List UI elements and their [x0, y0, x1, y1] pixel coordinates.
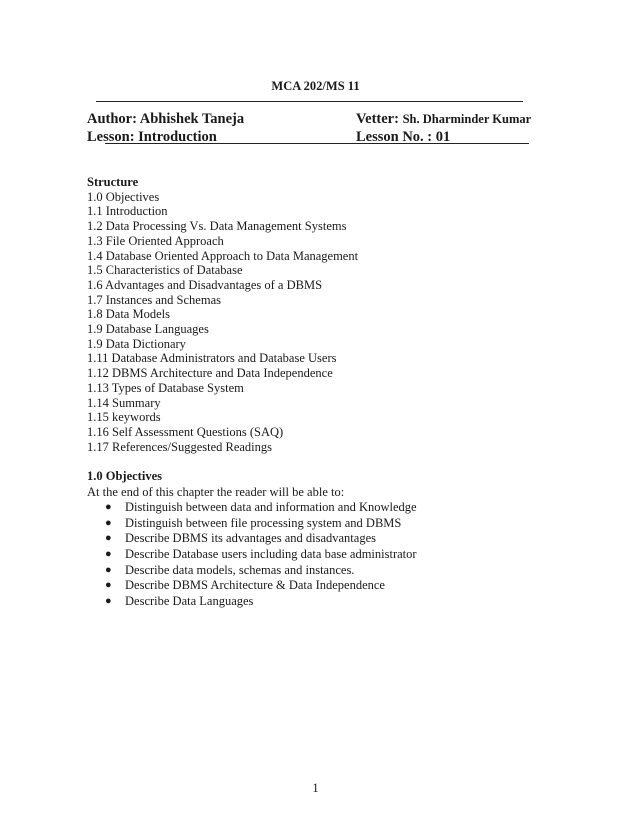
objective-text: Distinguish between data and information and Knowledge — [125, 500, 417, 515]
toc-item: 1.9 Data Dictionary — [87, 336, 186, 351]
bullet-icon: ● — [105, 563, 112, 576]
toc-item: 1.13 Types of Database System — [87, 380, 244, 395]
toc-item: 1.14 Summary — [87, 395, 161, 410]
vetter-line — [356, 111, 531, 128]
objectives-section — [87, 469, 417, 609]
toc-item: 1.4 Database Oriented Approach to Data Management — [87, 248, 359, 263]
objective-text: Describe DBMS its advantages and disadvantages — [125, 531, 376, 546]
toc-item: 1.8 Data Models — [87, 307, 170, 322]
objective-item — [87, 578, 417, 594]
toc-item: 1.17 References/Suggested Readings — [87, 439, 273, 454]
vetter-label: Vetter — [356, 111, 395, 127]
objective-item — [87, 563, 417, 579]
objectives-intro: At the end of this chapter the reader will be able to: — [87, 484, 345, 499]
author-line: Author: Abhishek Taneja — [87, 111, 245, 127]
structure-section — [87, 175, 358, 454]
page-number: 1 — [312, 781, 319, 795]
objective-item — [87, 594, 417, 610]
bullet-icon: ● — [105, 547, 112, 560]
objective-text: Describe data models, schemas and instances. — [125, 562, 355, 577]
toc-item: 1.2 Data Processing Vs. Data Management Systems — [87, 219, 347, 234]
structure-heading: Structure — [87, 175, 139, 189]
objective-item — [87, 531, 417, 547]
objective-item — [87, 500, 417, 516]
toc-item: 1.9 Database Languages — [87, 322, 209, 337]
objective-text: Describe Database users including data base administrator — [125, 546, 417, 561]
header-rule — [96, 101, 523, 102]
toc-item: 1.16 Self Assessment Questions (SAQ) — [87, 424, 284, 439]
toc-item: 1.1 Introduction — [87, 204, 168, 219]
objectives-list — [87, 500, 417, 609]
bullet-icon: ● — [105, 501, 112, 514]
bullet-icon: ● — [105, 532, 112, 545]
toc-item: 1.5 Characteristics of Database — [87, 263, 243, 278]
toc-item: 1.11 Database Administrators and Database Users — [87, 351, 337, 366]
objective-item — [87, 547, 417, 563]
objective-text: Describe DBMS Architecture & Data Independence — [125, 578, 385, 593]
toc-item: 1.15 keywords — [87, 410, 161, 425]
objective-text: Distinguish between file processing system and DBMS — [125, 515, 402, 530]
vetter-name: Sh. Dharminder Kumar — [402, 112, 532, 126]
lesson-underline — [105, 143, 529, 144]
toc-item: 1.6 Advantages and Disadvantages of a DBMS — [87, 277, 323, 292]
bullet-icon: ● — [105, 594, 112, 607]
course-code: MCA 202/MS 11 — [271, 79, 360, 93]
objective-item — [87, 516, 417, 532]
lesson-number: Lesson No. : 01 — [356, 129, 451, 145]
lesson-title: Lesson: Introduction — [87, 129, 217, 145]
toc-item: 1.3 File Oriented Approach — [87, 233, 224, 248]
toc-item: 1.12 DBMS Architecture and Data Independence — [87, 366, 333, 381]
bullet-icon: ● — [105, 579, 112, 592]
vetter-separator: : — [394, 111, 403, 127]
toc-item: 1.7 Instances and Schemas — [87, 292, 221, 307]
toc-item: 1.0 Objectives — [87, 189, 160, 204]
objective-text: Describe Data Languages — [125, 593, 254, 608]
objectives-heading: 1.0 Objectives — [87, 469, 162, 483]
bullet-icon: ● — [105, 516, 112, 529]
